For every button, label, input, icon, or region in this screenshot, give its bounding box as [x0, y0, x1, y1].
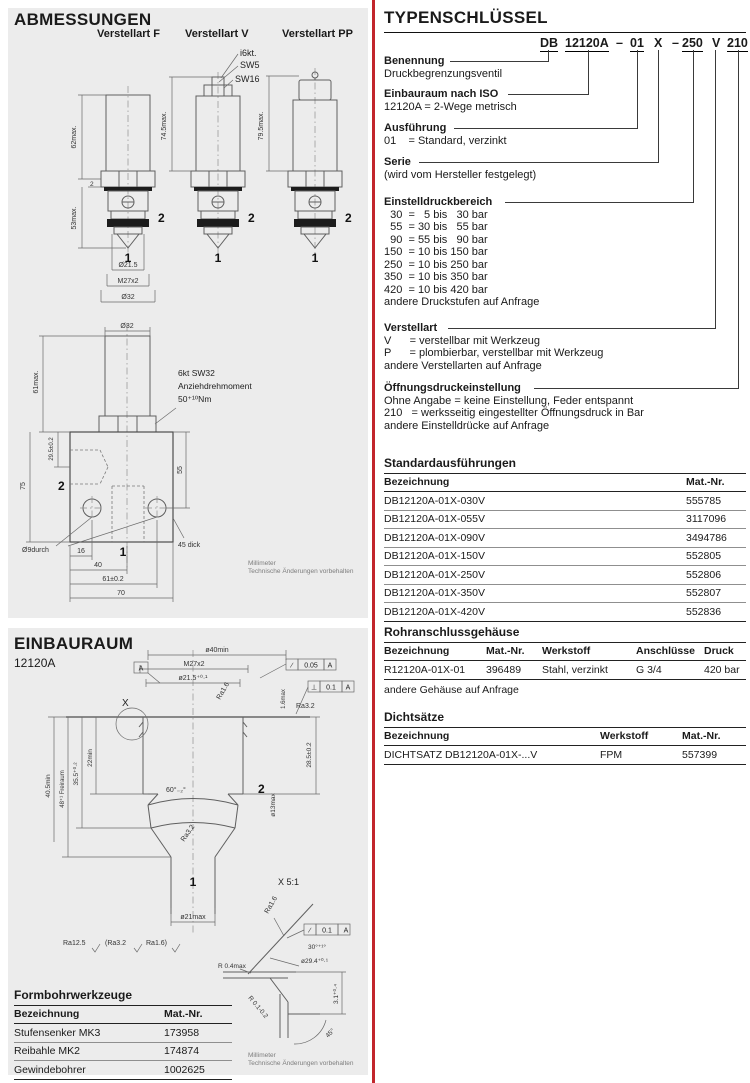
surface-finish-symbol: [134, 944, 142, 952]
cell-druck: 420 bar: [704, 661, 746, 680]
section-label: Öffnungsdruckeinstellung: [384, 382, 521, 394]
code-seg-12120a: 12120A: [565, 36, 609, 50]
gdt-ref: A: [343, 927, 349, 935]
cell-matnr: 552806: [686, 566, 746, 585]
dim-dia215: ø21.5⁺⁰·¹: [178, 675, 208, 682]
dim-dia21max: ø21max: [180, 914, 206, 921]
col-header: Bezeichnung: [14, 1006, 164, 1024]
section-label: Einstelldruckbereich: [384, 196, 493, 208]
code-seg-250: 250: [682, 36, 703, 50]
dim-m27x2: M27x2: [183, 661, 205, 668]
dim-70: 70: [117, 590, 125, 597]
cell-bezeichnung: DB12120A-01X-250V: [384, 566, 686, 585]
datum-a-label: A: [138, 665, 144, 673]
dim-m27x2: M27x2: [117, 278, 139, 285]
rohranschlussgehaeuse-title: Rohranschlussgehäuse: [384, 625, 520, 639]
panel2-footer: [248, 1052, 354, 1068]
cell-bezeichnung: DB12120A-01X-350V: [384, 584, 686, 603]
surface-ra32: Ra3.2: [296, 703, 315, 710]
cell-matnr: 396489: [486, 661, 542, 680]
typekey-section-serie: [384, 156, 536, 181]
port-2-label: 2: [158, 211, 165, 225]
dim-16: 16: [77, 548, 85, 555]
valve-variant-f: [71, 86, 165, 302]
dichtsaetze-title: Dichtsätze: [384, 710, 445, 724]
dim-16max: 1.6max: [281, 689, 287, 709]
dim-285: 28.5±0.2: [306, 742, 313, 768]
angle-60: 60°₋₂°: [166, 787, 186, 794]
gdt-symbol: ∕: [291, 662, 293, 670]
dim-61tol: 61±0.2: [102, 576, 124, 583]
col-header: Bezeichnung: [384, 728, 600, 746]
hex-note-1: 6kt SW32: [178, 368, 215, 378]
hex-note-3: 50⁺¹⁰Nm: [178, 394, 212, 404]
dichtsaetze-block: [384, 710, 746, 765]
section-line: 55 = 30 bis 55 bar: [384, 221, 488, 233]
surface-note-ra16: Ra1.6): [146, 940, 168, 947]
typekey-section-oeffnungsdruck: [384, 382, 644, 432]
dichtsaetze-table: [384, 727, 746, 765]
einbauraum-subtitle: 12120A: [14, 656, 56, 670]
section-label: Ausführung: [384, 122, 447, 134]
col-header: Mat.-Nr.: [164, 1006, 232, 1024]
table-row: [384, 510, 746, 529]
title-rule: [384, 32, 746, 33]
unit-note: Millimeter: [248, 1052, 276, 1059]
dim-dia215: Ø21.5: [118, 262, 138, 269]
dim-dia9: Ø9durch: [22, 547, 49, 554]
col-header: Mat.-Nr.: [686, 474, 746, 492]
cavity-section: [45, 647, 354, 952]
section-line: andere Verstellarten auf Anfrage: [384, 359, 542, 372]
section-label: Einbauraum nach ISO: [384, 88, 499, 100]
col-header: Mat.-Nr.: [682, 728, 746, 746]
cell-bezeichnung: DB12120A-01X-090V: [384, 529, 686, 548]
port-1-label: 1: [124, 251, 132, 265]
cell-bezeichnung: DB12120A-01X-150V: [384, 547, 686, 566]
typekey-section-ausfuehrung: [384, 122, 507, 147]
cell-matnr: 552836: [686, 603, 746, 622]
col-header: Mat.-Nr.: [486, 643, 542, 661]
rohranschlussgehaeuse-table: [384, 642, 746, 680]
port-1-label: 1: [311, 251, 319, 265]
dim-75: 75: [20, 482, 27, 490]
section-label: Verstellart: [384, 322, 438, 334]
table-row: [384, 746, 746, 765]
table-row: [384, 547, 746, 566]
code-seg-x: X: [654, 36, 663, 50]
typekey-section-einbauraum: [384, 88, 517, 113]
section-line: 01 = Standard, verzinkt: [384, 134, 507, 147]
table-row: [384, 603, 746, 622]
cell-bezeichnung: DB12120A-01X-055V: [384, 510, 686, 529]
surface-note-ra32: (Ra3.2: [105, 940, 127, 947]
section-label: Serie: [384, 156, 411, 168]
section-label: Benennung: [384, 55, 445, 67]
col-header: Bezeichnung: [384, 643, 486, 661]
variant-label-v: Verstellart V: [185, 28, 249, 40]
body-cross-section: [20, 323, 252, 602]
table-row: [384, 492, 746, 511]
typenschluessel-column: [384, 8, 748, 761]
detail-x-drawing: [218, 877, 350, 1044]
port-2-label: 2: [345, 211, 352, 225]
cell-matnr: 174874: [164, 1042, 232, 1061]
gdt-frame-flatness: [260, 659, 336, 678]
dim-355: 35.5⁺⁰·²: [73, 762, 80, 786]
dim-48-freiraum: 48⁺¹ Freiraum: [60, 770, 66, 808]
dim-dia13max: ø13max: [270, 793, 277, 817]
code-seg-v: V: [712, 36, 721, 50]
typenschluessel-title: TYPENSCHLÜSSEL: [384, 8, 548, 27]
dim-295: 29.5±0.2: [49, 437, 55, 461]
gdt-value: 0.05: [304, 662, 318, 670]
table-row: [384, 566, 746, 585]
cell-matnr: 3117096: [686, 510, 746, 529]
port-2-label: 2: [58, 479, 65, 493]
note-sw16: SW16: [235, 74, 260, 84]
code-seg-db: DB: [540, 36, 559, 50]
dim-r0102: R 0.1-0.2: [246, 994, 270, 1020]
dim-61max: 61max.: [33, 370, 40, 394]
dim-dia32-body: Ø32: [120, 323, 134, 330]
cell-matnr: 555785: [686, 492, 746, 511]
note-sw5: SW5: [240, 60, 260, 70]
dim-2: 2: [90, 181, 94, 188]
port-1-label: 1: [119, 545, 127, 559]
change-note: Technische Änderungen vorbehalten: [248, 568, 354, 575]
angle-30: 30°⁺¹°: [308, 944, 327, 951]
cell-bezeichnung: R12120A-01X-01: [384, 661, 486, 680]
col-header: Druck: [704, 643, 746, 661]
dim-r04max: R 0.4max: [218, 963, 246, 970]
cell-bezeichnung: Reibahle MK2: [14, 1042, 164, 1061]
dim-62max: 62max.: [71, 125, 78, 149]
formbohrwerkzeuge-table: [14, 1005, 232, 1080]
rohranschlussgehaeuse-block: [384, 625, 746, 696]
standardausfuehrungen-title: Standardausführungen: [384, 456, 517, 470]
dim-795max: 79.5max.: [258, 111, 265, 141]
section-line: Ohne Angabe = keine Einstellung, Feder entspannt: [384, 394, 634, 407]
cell-bezeichnung: DICHTSATZ DB12120A-01X-...V: [384, 746, 600, 765]
code-seg-dash: –: [672, 36, 679, 50]
typekey-section-einstelldruckbereich: [384, 196, 539, 309]
table-row: [384, 584, 746, 603]
cell-matnr: 1002625: [164, 1061, 232, 1080]
red-divider-line: [372, 0, 375, 1083]
rohr-note: andere Gehäuse auf Anfrage: [384, 683, 519, 696]
cell-matnr: 173958: [164, 1024, 232, 1043]
surface-ra16: Ra1.6: [215, 681, 232, 701]
surface-ra32-cone: Ra3.2: [179, 823, 197, 844]
table-row: [384, 529, 746, 548]
typekey-section-verstellart: [384, 322, 603, 372]
section-line: 420 = 10 bis 420 bar: [384, 283, 488, 296]
cell-matnr: 552805: [686, 547, 746, 566]
dim-55: 55: [177, 466, 184, 474]
code-seg-210: 210: [727, 36, 748, 50]
table-row: [384, 661, 746, 680]
angle-45: 45°: [324, 1027, 337, 1040]
valve-variant-pp: [258, 68, 352, 265]
note-i6kt: i6kt.: [240, 48, 257, 58]
table-row: [14, 1061, 232, 1080]
port-1-label: 1: [214, 251, 222, 265]
einbauraum-title: EINBAURAUM: [14, 634, 134, 653]
variant-label-pp: Verstellart PP: [282, 28, 353, 40]
section-line: 350 = 10 bis 350 bar: [384, 271, 488, 283]
cell-werkstoff: FPM: [600, 746, 682, 765]
cell-anschluesse: G 3/4: [636, 661, 704, 680]
einbauraum-panel: [8, 628, 368, 1075]
typekey-section-benennung: [384, 55, 502, 80]
cell-bezeichnung: DB12120A-01X-420V: [384, 603, 686, 622]
port-1-label: 1: [189, 875, 197, 889]
table-row: [14, 1042, 232, 1061]
formbohrwerkzeuge-block: [14, 988, 232, 1080]
dim-40: 40: [94, 562, 102, 569]
valve-variants-drawing: [8, 38, 368, 316]
surface-finish-symbol: [172, 944, 180, 952]
dim-405min: 40.5min: [45, 774, 52, 798]
gdt-value: 0.1: [322, 927, 332, 935]
col-header: Bezeichnung: [384, 474, 686, 492]
dim-dia294: ø29.4⁺⁰·¹: [301, 958, 328, 965]
section-line: andere Einstelldrücke auf Anfrage: [384, 419, 550, 432]
hex-note-2: Anziehdrehmoment: [178, 381, 252, 391]
abmessungen-title: ABMESSUNGEN: [14, 10, 152, 29]
change-note: Technische Änderungen vorbehalten: [248, 1060, 354, 1067]
section-line: V = verstellbar mit Werkzeug: [384, 334, 540, 347]
gdt-frame-detail: [287, 924, 350, 938]
detail-x-title: X 5:1: [278, 877, 300, 887]
gdt-ref: A: [345, 684, 351, 692]
col-header: Werkstoff: [600, 728, 682, 746]
cell-werkstoff: Stahl, verzinkt: [542, 661, 636, 680]
cell-bezeichnung: DB12120A-01X-030V: [384, 492, 686, 511]
dim-31: 3.1⁺⁰·⁴: [333, 983, 340, 1005]
dim-745max: 74.5max.: [161, 111, 168, 141]
gdt-symbol: ⊥: [310, 684, 318, 692]
section-line: P = plombierbar, verstellbar mit Werkzeug: [384, 347, 604, 359]
cell-matnr: 552807: [686, 584, 746, 603]
surface-finish-symbol: [92, 944, 100, 952]
dim-dia40min: ø40min: [205, 647, 229, 654]
variant-label-f: Verstellart F: [97, 28, 160, 40]
section-line: 210 = werksseitig eingestellter Öffnungsdruck in Bar: [384, 407, 644, 419]
formbohrwerkzeuge-title: Formbohrwerkzeuge: [14, 988, 133, 1002]
section-line: andere Druckstufen auf Anfrage: [384, 296, 540, 308]
section-line: 30 = 5 bis 30 bar: [384, 208, 488, 221]
detail-x-marker: X: [122, 698, 129, 709]
port-2-label: 2: [248, 211, 255, 225]
section-line: Druckbegrenzungsventil: [384, 67, 503, 80]
cell-bezeichnung: Stufensenker MK3: [14, 1024, 164, 1043]
surface-note-ra125: Ra12.5: [63, 940, 86, 947]
valve-variant-v: [161, 48, 260, 265]
section-line: 12120A = 2-Wege metrisch: [384, 100, 517, 113]
gdt-symbol: ∕: [309, 927, 311, 935]
standardausfuehrungen-block: [384, 456, 746, 622]
cell-matnr: 3494786: [686, 529, 746, 548]
code-seg-dash: –: [616, 36, 623, 50]
unit-note: Millimeter: [248, 560, 276, 567]
table-row: [14, 1024, 232, 1043]
standardausfuehrungen-table: [384, 473, 746, 622]
col-header: Anschlüsse: [636, 643, 704, 661]
dim-22min: 22min: [87, 749, 94, 767]
section-line: 250 = 10 bis 250 bar: [384, 258, 488, 271]
code-seg-01: 01: [630, 36, 644, 50]
col-header: Werkstoff: [542, 643, 636, 661]
dim-45dick: 45 dick: [178, 542, 201, 549]
abmessungen-panel: [8, 8, 368, 618]
gdt-value: 0.1: [326, 684, 336, 692]
dim-dia32: Ø32: [121, 294, 135, 301]
panel1-footer: [248, 560, 354, 576]
dim-53max: 53max.: [71, 206, 78, 230]
port-2-label: 2: [258, 782, 265, 796]
cell-bezeichnung: Gewindebohrer: [14, 1061, 164, 1080]
surface-ra16-detail: Ra1.6: [263, 895, 280, 915]
section-line: 90 = 55 bis 90 bar: [384, 233, 488, 246]
section-line: (wird vom Hersteller festgelegt): [384, 168, 537, 181]
cell-matnr: 557399: [682, 746, 746, 765]
section-line: 150 = 10 bis 150 bar: [384, 246, 488, 258]
gdt-ref: A: [327, 662, 333, 670]
